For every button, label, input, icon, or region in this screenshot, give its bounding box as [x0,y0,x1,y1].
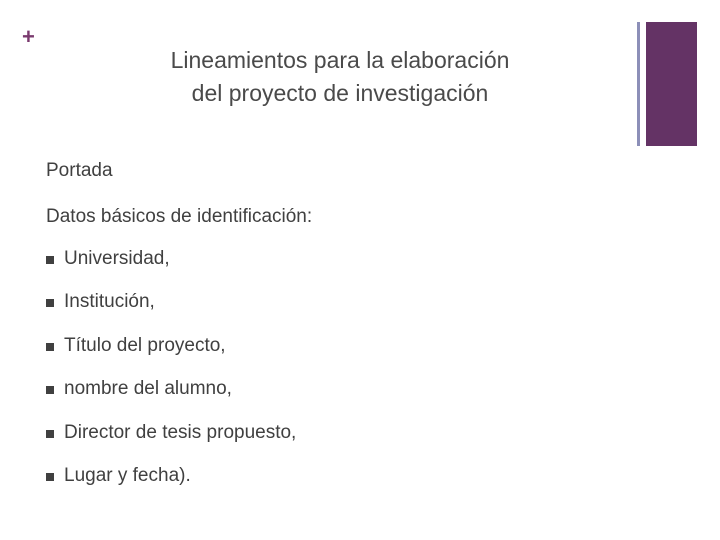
list-item-text: Título del proyecto, [64,334,226,356]
slide-title-line-1: Lineamientos para la elaboración [170,47,510,73]
list-item [46,465,296,508]
plus-mark: + [22,24,35,49]
list-item-text: Institución, [64,291,155,313]
list-item [46,335,296,378]
accent-block [646,22,697,146]
bullet-list [46,248,296,508]
list-item [46,378,296,421]
list-item-text: nombre del alumno, [64,378,232,400]
slide-title-line-2: del proyecto de investigación [191,80,489,106]
side-accent [637,22,697,146]
bullet-icon [46,256,54,264]
accent-thin-bar [637,22,640,146]
list-item-text: Lugar y fecha). [64,464,191,486]
bullet-icon [46,430,54,438]
bullet-icon [46,343,54,351]
section-heading: Portada [46,160,113,181]
list-item [46,248,296,291]
bullet-icon [46,473,54,481]
list-item [46,291,296,334]
bullet-icon [46,386,54,394]
list-item [46,422,296,465]
list-item-text: Universidad, [64,248,170,269]
intro-line: Datos básicos de identificación: [46,206,313,227]
slide-title [120,44,560,110]
list-item-text: Director de tesis propuesto, [64,421,297,443]
bullet-icon [46,299,54,307]
